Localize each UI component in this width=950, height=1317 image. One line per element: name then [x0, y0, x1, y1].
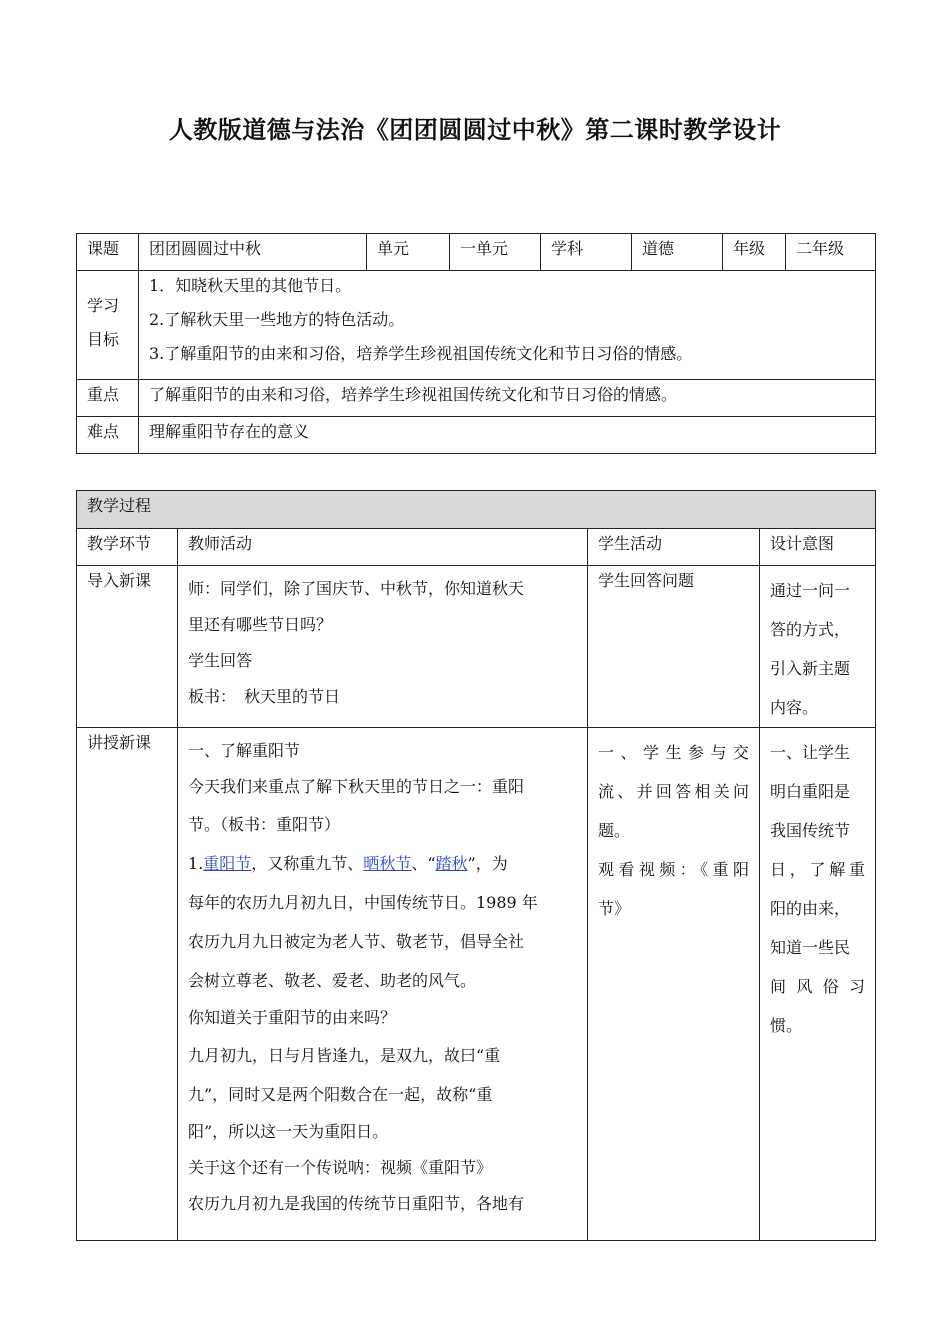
intent-line: 明白重阳是 [770, 782, 851, 801]
student-line: 流、并回答相关问 [598, 782, 749, 801]
intent-line: 通过一问一 [770, 581, 851, 600]
row2-teacher [178, 728, 588, 1241]
intent-line: 知道一些民 [770, 938, 851, 957]
text-fragment: 、“ [411, 854, 436, 873]
intent-line: 内容。 [770, 698, 819, 717]
teacher-line: 农历九月初九是我国的传统节日重阳节，各地有 [188, 1194, 525, 1213]
goal-item: 3.了解重阳节的由来和习俗，培养学生珍视祖国传统文化和节日习俗的情感。 [149, 344, 693, 363]
teacher-line: 一、了解重阳节 [188, 741, 301, 760]
difficulty-label: 难点 [77, 417, 139, 454]
intent-line: 一、让学生 [770, 743, 851, 762]
topic-value: 团团圆圆过中秋 [139, 234, 367, 271]
goals-label-line: 目标 [87, 330, 120, 349]
goals-cell [139, 271, 876, 380]
teacher-line: 农历九月九日被定为老人节、敬老节，倡导全社 [188, 932, 525, 951]
key-label: 重点 [77, 380, 139, 417]
row2-student [588, 728, 760, 1241]
col-teacher-header: 教师活动 [178, 529, 588, 566]
row2-step: 讲授新课 [77, 728, 178, 1241]
goals-label-line: 学习 [87, 296, 120, 315]
row1-student: 学生回答问题 [588, 566, 760, 728]
text-fragment: 1. [188, 854, 204, 873]
intent-line: 间风俗习 [770, 977, 866, 996]
teacher-line [188, 844, 577, 883]
row1-intent [760, 566, 876, 728]
intent-line: 日，了解重 [770, 860, 866, 879]
intent-line: 我国传统节 [770, 821, 851, 840]
teacher-line: 里还有哪些节日吗？ [188, 615, 333, 634]
key-value: 了解重阳节的由来和习俗，培养学生珍视祖国传统文化和节日习俗的情感。 [139, 380, 876, 417]
student-line: 节》 [598, 899, 631, 918]
row2-intent [760, 728, 876, 1241]
grade-label: 年级 [723, 234, 786, 271]
topic-label: 课题 [77, 234, 139, 271]
intent-line: 引入新主题 [770, 659, 851, 678]
grade-value: 二年级 [786, 234, 876, 271]
teacher-line: 会树立尊老、敬老、爱老、助老的风气。 [188, 971, 477, 990]
col-student-header: 学生活动 [588, 529, 760, 566]
subject-value: 道德 [632, 234, 723, 271]
student-line: 一、学生参与交 [598, 743, 749, 762]
intent-line: 答的方式， [770, 620, 851, 639]
teacher-line: 师：同学们，除了国庆节、中秋节，你知道秋天 [188, 579, 525, 598]
teacher-line: 今天我们来重点了解下秋天里的节日之一：重阳 [188, 777, 525, 796]
teacher-line: 关于这个还有一个传说呐：视频《重阳节》 [188, 1158, 493, 1177]
col-step-header: 教学环节 [77, 529, 178, 566]
col-intent-header: 设计意图 [760, 529, 876, 566]
process-heading: 教学过程 [77, 491, 876, 529]
teacher-line: 九月初九，日与月皆逢九，是双九，故曰“重 [188, 1046, 501, 1065]
link-taqiu[interactable]: 踏秋 [435, 854, 468, 873]
subject-label: 学科 [541, 234, 632, 271]
intent-line: 惯。 [770, 1016, 803, 1035]
intent-line: 阳的由来， [770, 899, 851, 918]
row1-step: 导入新课 [77, 566, 178, 728]
student-line: 观看视频：《重阳 [598, 860, 749, 879]
student-line: 题。 [598, 821, 631, 840]
text-fragment: ，又称重九节、 [251, 854, 364, 873]
unit-value: 一单元 [450, 234, 541, 271]
row1-teacher [178, 566, 588, 728]
link-chongyang[interactable]: 重阳节 [203, 854, 252, 873]
teacher-line: 每年的农历九月初九日，中国传统节日。1989 年 [188, 893, 538, 912]
teacher-line: 你知道关于重阳节的由来吗？ [188, 1008, 397, 1027]
goals-label [77, 271, 139, 380]
teacher-line: 九”，同时又是两个阳数合在一起，故称“重 [188, 1085, 493, 1104]
teacher-line: 学生回答 [188, 651, 253, 670]
goal-item: 1．知晓秋天里的其他节日。 [149, 276, 352, 295]
page-title: 人教版道德与法治《团团圆圆过中秋》第二课时教学设计 [168, 116, 782, 144]
teacher-line: 板书： 秋天里的节日 [188, 687, 341, 706]
goal-item: 2.了解秋天里一些地方的特色活动。 [149, 310, 405, 329]
link-shaiqiu[interactable]: 晒秋节 [363, 854, 412, 873]
text-fragment: ”，为 [467, 854, 508, 873]
teacher-line: 阳”，所以这一天为重阳日。 [188, 1122, 389, 1141]
teacher-line: 节。（板书：重阳节） [188, 815, 341, 834]
difficulty-value: 理解重阳节存在的意义 [139, 417, 876, 454]
process-table [76, 490, 876, 1241]
info-table [76, 233, 876, 454]
unit-label: 单元 [367, 234, 450, 271]
